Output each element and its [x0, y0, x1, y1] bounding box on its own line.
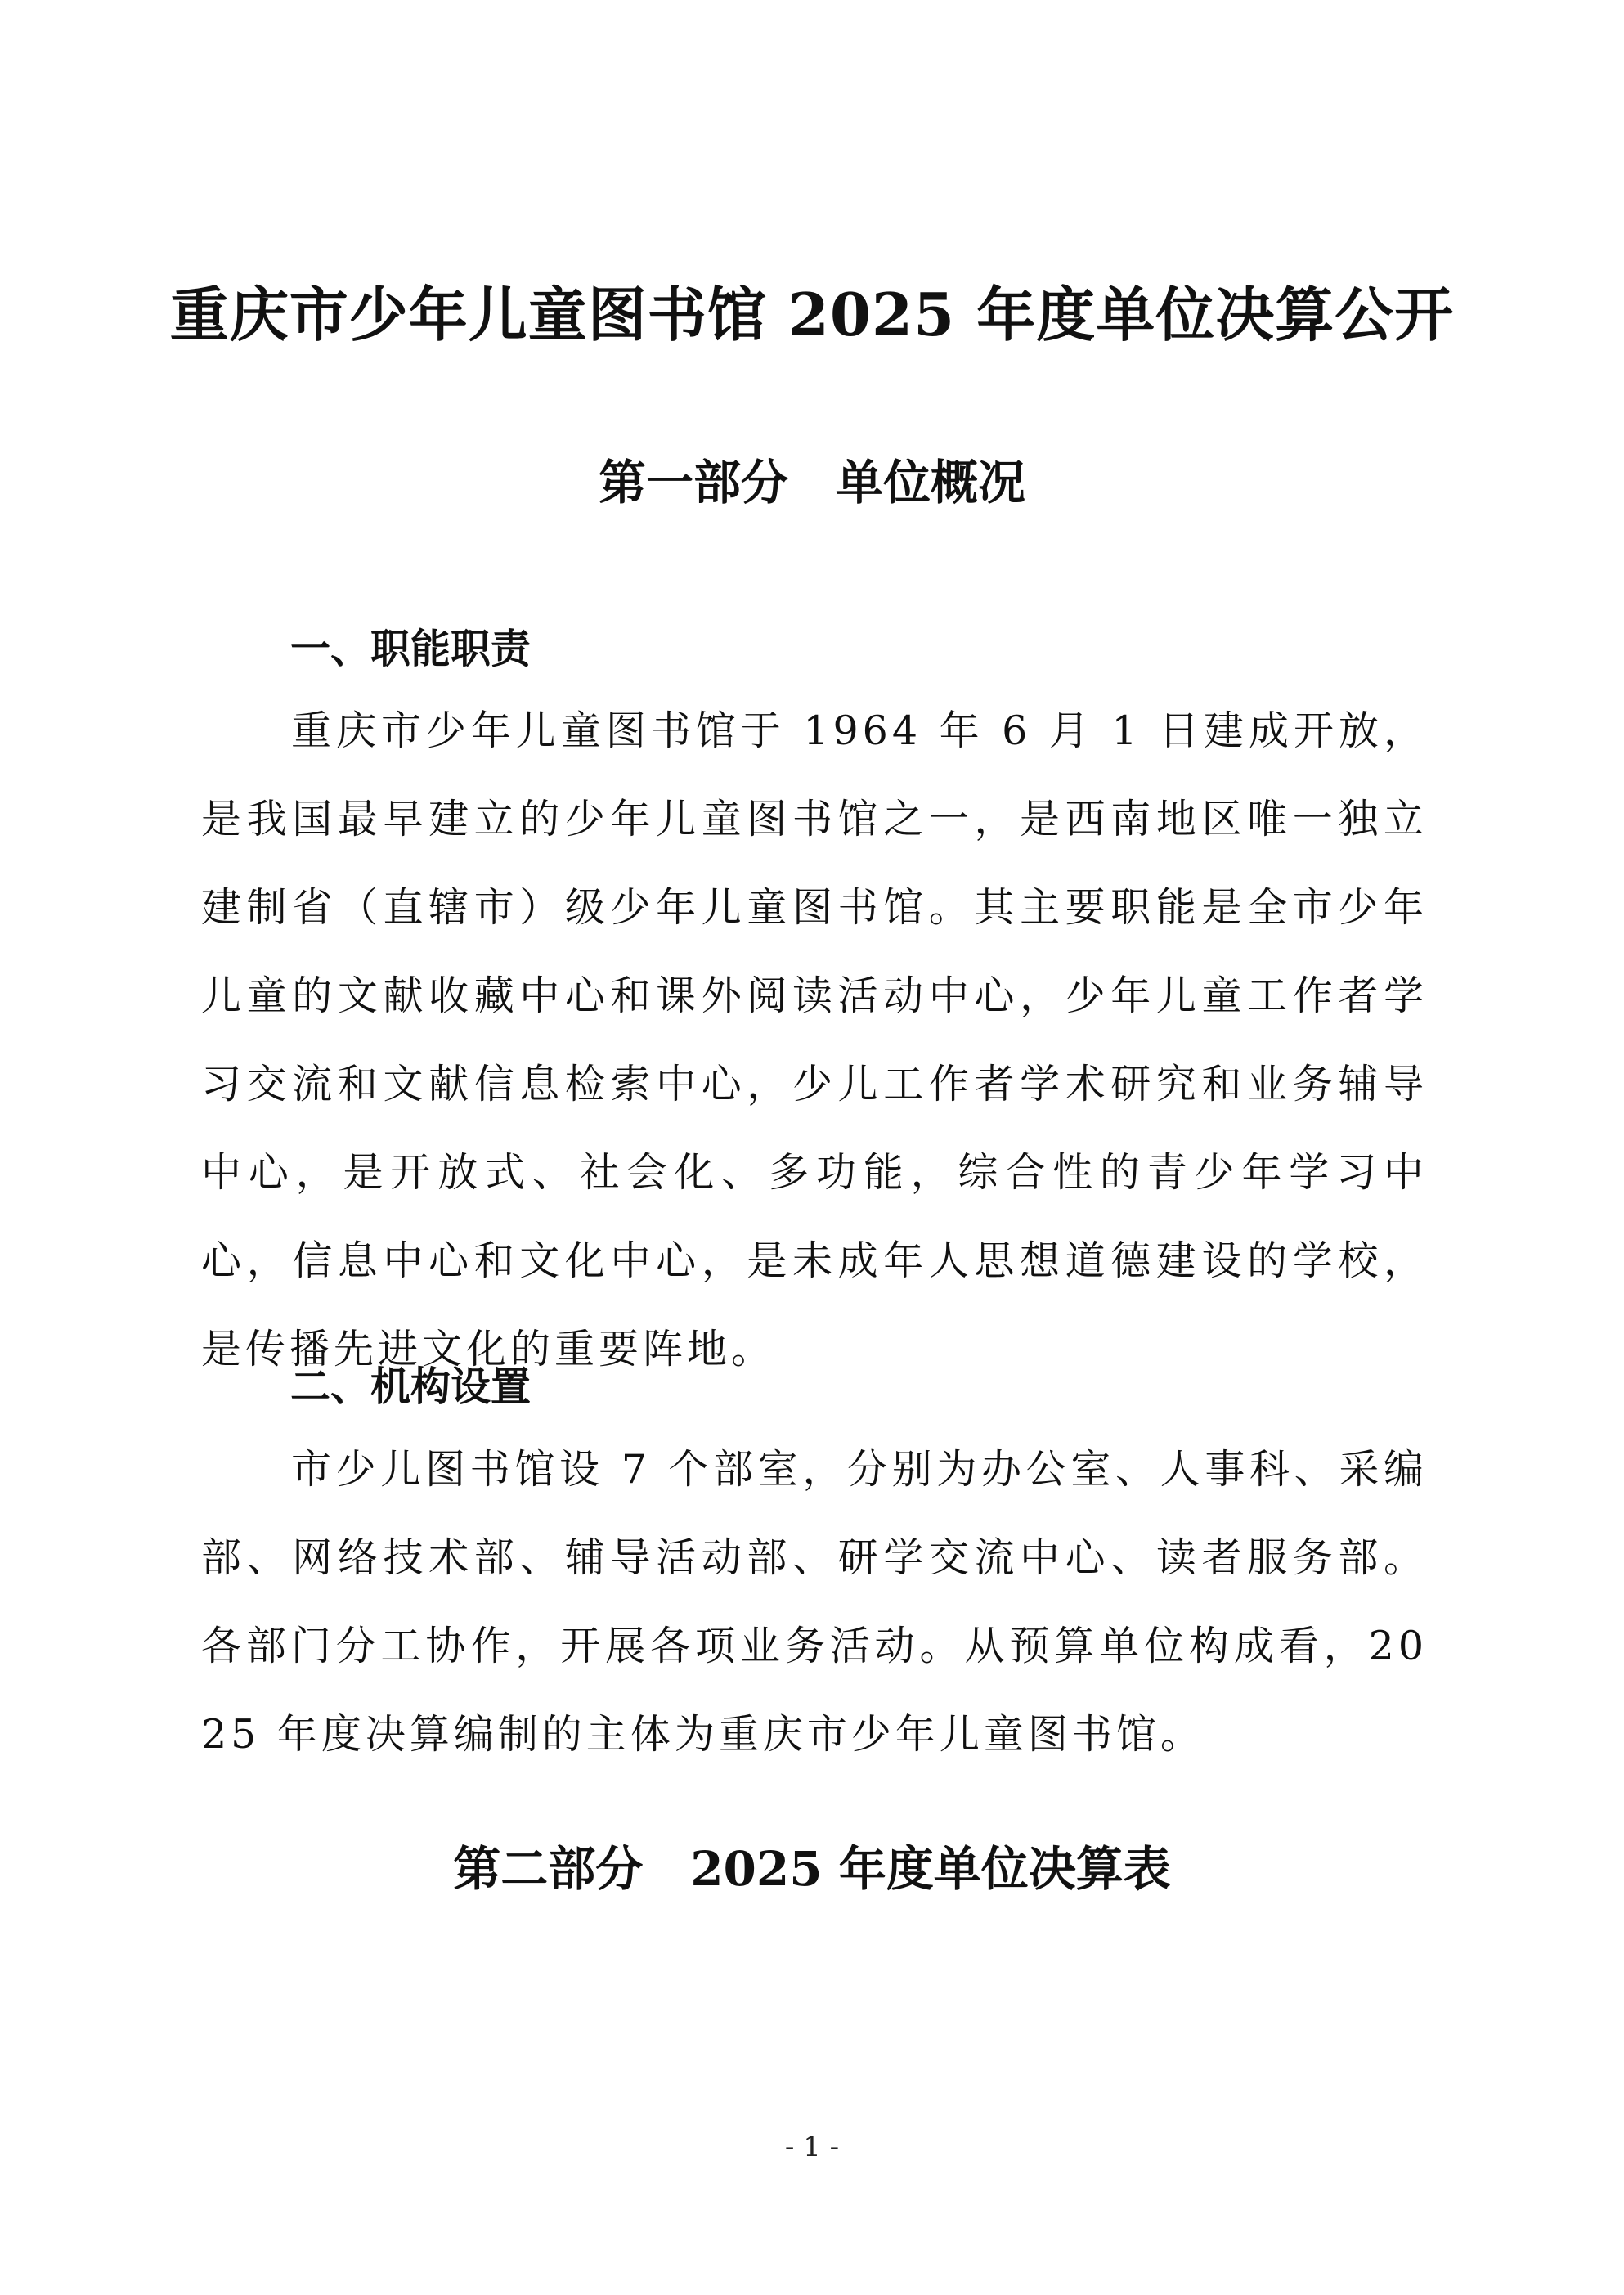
- section-heading-organization: 二、机构设置: [290, 1363, 532, 1410]
- functions-paragraph: 重庆市少年儿童图书馆于 1964 年 6 月 1 日建成开放，是我国最早建立的少年儿童图书馆之一，是西南地区唯一独立建制省（直辖市）级少年儿童图书馆。其主要职能是全市少年儿童的文献收藏中心和课外阅读活动中心，少年儿童工作者学习交流和文献信息检索中心，少儿工作者学术研究和业务辅导中心，是开放式、社会化、多功能，综合性的青少年学习中心，信息中心和文化中心，是未成年人思想道德建设的学校，是传播先进文化的重要阵地。: [201, 707, 1428, 1372]
- document-title: 重庆市少年儿童图书馆 2025 年度单位决算公开: [169, 280, 1455, 349]
- part1-heading: 第一部分 单位概况: [598, 455, 1025, 510]
- page-number: - 1 -: [784, 2131, 840, 2163]
- section-heading-functions: 一、职能职责: [290, 625, 532, 672]
- part2-heading: 第二部分 2025 年度单位决算表: [453, 1841, 1171, 1897]
- organization-paragraph: 市少儿图书馆设 7 个部室，分别为办公室、人事科、采编部、网络技术部、辅导活动部、研学交流中心、读者服务部。各部门分工协作，开展各项业务活动。从预算单位构成看，2025 年度决算编制的主体为重庆市少年儿童图书馆。: [201, 1446, 1428, 1758]
